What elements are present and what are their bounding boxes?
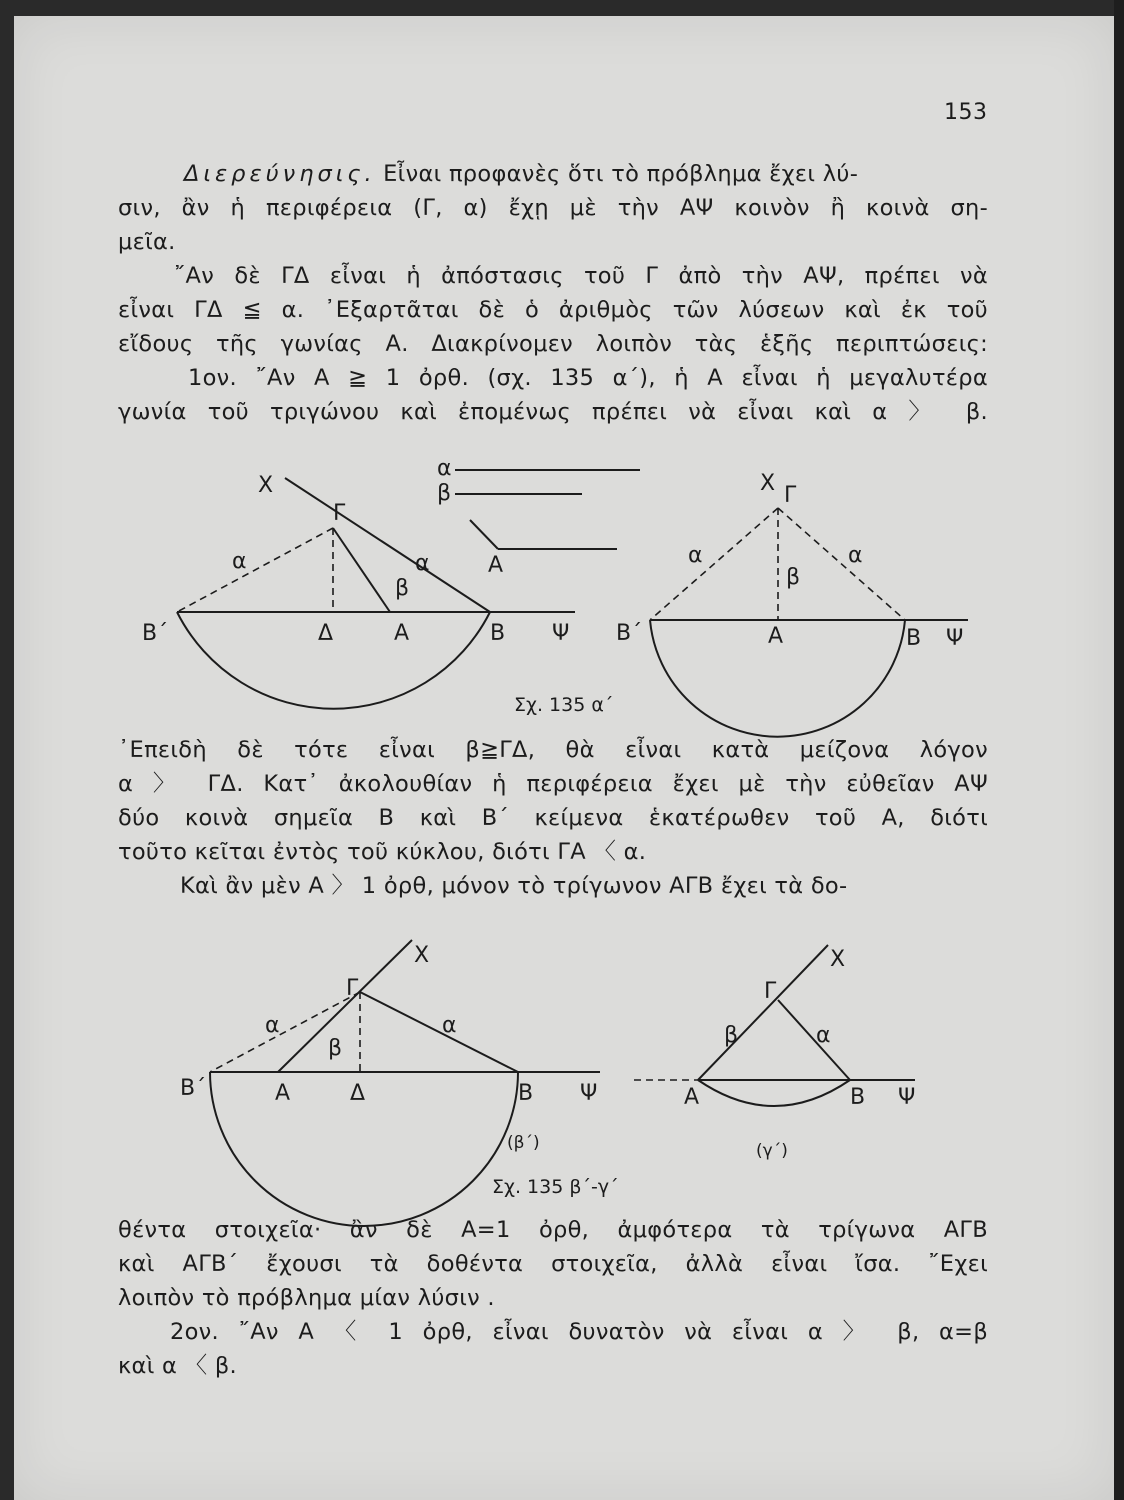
arc-circle xyxy=(698,1080,850,1106)
label-x: X xyxy=(414,943,430,968)
label-delta: Δ xyxy=(318,621,334,646)
text-line: α 〉 ΓΔ. Κατ᾿ ἀκολουθίαν ἡ περιφέρεια ἔχει μὲ τὴν εὐθεῖαν ΑΨ xyxy=(118,771,988,797)
label-delta: Δ xyxy=(350,1081,366,1106)
label-psi: Ψ xyxy=(580,1081,598,1106)
figure-caption-a: Σχ. 135 α΄ xyxy=(514,694,614,716)
text-line: καὶ α 〈 β. xyxy=(118,1353,238,1379)
text-line: ᾿Επειδὴ δὲ τότε εἶναι β≧ΓΔ, θὰ εἶναι κατὰ μείζονα λόγον xyxy=(118,737,988,763)
label-gamma: Γ xyxy=(764,979,777,1004)
label-b-prime: Β΄ xyxy=(616,621,643,646)
text-line: 2ον. ῎Αν Α 〈 1 ὀρθ, εἶναι δυνατὸν νὰ εἶναι α 〉 β, α=β xyxy=(170,1319,988,1345)
label-psi: Ψ xyxy=(946,626,964,651)
label-alpha: α xyxy=(816,1023,831,1048)
label-alpha-right: α xyxy=(848,543,863,568)
ray-a-x xyxy=(698,945,828,1080)
sublabel-b: (β΄) xyxy=(507,1133,540,1153)
text-line: δύο κοινὰ σημεῖα Β καὶ Β΄ κείμενα ἑκατέρωθεν τοῦ Α, διότι xyxy=(118,805,988,831)
label-b-prime: Β΄ xyxy=(180,1076,207,1101)
sublabel-c: (γ΄) xyxy=(756,1141,788,1161)
page-number: 153 xyxy=(944,100,988,125)
label-alpha-left: α xyxy=(265,1013,280,1038)
paragraph-right-angle xyxy=(118,1213,988,1315)
section-heading: Διερεύνησις. xyxy=(184,161,376,187)
text-line: γωνία τοῦ τριγώνου καὶ ἐπομένως πρέπει νὰ εἶναι καὶ α 〉 β. xyxy=(118,399,988,425)
label-a: Α xyxy=(394,621,410,646)
label-beta: β xyxy=(724,1023,739,1048)
text-line: ῎Αν δὲ ΓΔ εἶναι ἡ ἀπόστασις τοῦ Γ ἀπὸ τὴν ΑΨ, πρέπει νὰ xyxy=(174,263,988,289)
text-line: εἴδους τῆς γωνίας Α. Διακρίνομεν λοιπὸν τὰς ἑξῆς περιπτώσεις: xyxy=(118,331,988,357)
text-line: καὶ ΑΓΒ΄ ἔχουσι τὰ δοθέντα στοιχεῖα, ἀλλὰ εἶναι ἴσα. ῎Εχει xyxy=(118,1251,988,1277)
text-line: λοιπὸν τὸ πρόβλημα μίαν λύσιν . xyxy=(118,1285,495,1311)
label-b: Β xyxy=(906,626,922,651)
text-line: εἶναι ΓΔ ≦ α. ᾿Εξαρτᾶται δὲ ὁ ἀριθμὸς τῶν λύσεων καὶ ἐκ τοῦ xyxy=(118,297,988,323)
label-gamma: Γ xyxy=(784,483,797,508)
label-beta: β xyxy=(395,576,410,601)
label-x: X xyxy=(830,947,846,972)
text-line: μεῖα. xyxy=(118,229,176,255)
label-b-prime: B΄ xyxy=(142,621,169,646)
label-x: X xyxy=(760,471,776,496)
label-psi: Ψ xyxy=(552,621,570,646)
text-line: 1ον. ῎Αν Α ≧ 1 ὀρθ. (σχ. 135 α΄), ἡ Α εἶναι ἡ μεγαλυτέρα xyxy=(188,365,988,391)
text-span: Εἶναι προφανὲς ὅτι τὸ πρόβλημα ἔχει λύ- xyxy=(375,161,859,187)
label-beta: β xyxy=(786,565,801,590)
label-gamma: Γ xyxy=(346,976,359,1001)
label-psi: Ψ xyxy=(898,1085,916,1110)
label-gamma: Γ xyxy=(333,501,346,526)
label-b: Β xyxy=(490,621,506,646)
label-b: Β xyxy=(850,1085,866,1110)
label-alpha-left: α xyxy=(688,543,703,568)
text-line: σιν, ἂν ἡ περιφέρεια (Γ, α) ἔχῃ μὲ τὴν ΑΨ κοινὸν ἢ κοινὰ ση- xyxy=(118,195,988,221)
label-b: Β xyxy=(518,1081,534,1106)
label-a: Α xyxy=(768,624,784,649)
label-x: X xyxy=(258,473,274,498)
text-line: Καὶ ἂν μὲν Α 〉 1 ὀρθ, μόνον τὸ τρίγωνον ΑΓΒ ἔχει τὰ δο- xyxy=(180,873,848,899)
text-line: τοῦτο κεῖται ἐντὸς τοῦ κύκλου, διότι ΓΑ 〈 α. xyxy=(118,839,647,865)
legend-alpha: α xyxy=(437,456,452,481)
figure-caption-bc: Σχ. 135 β΄-γ΄ xyxy=(492,1176,619,1198)
label-beta: β xyxy=(328,1036,343,1061)
label-a: Α xyxy=(684,1085,700,1110)
legend-a: Α xyxy=(488,553,504,578)
text-line: θέντα στοιχεῖα· ἂν δὲ Α=1 ὀρθ, ἀμφότερα τὰ τρίγωνα ΑΓΒ xyxy=(118,1217,988,1243)
label-a: Α xyxy=(275,1081,291,1106)
segment-g-b xyxy=(778,1000,850,1080)
paragraph-case-2 xyxy=(118,1315,988,1383)
legend-beta: β xyxy=(437,481,452,506)
label-alpha-right: α xyxy=(415,551,430,576)
label-alpha-right: α xyxy=(442,1013,457,1038)
label-alpha-left: α xyxy=(232,549,247,574)
